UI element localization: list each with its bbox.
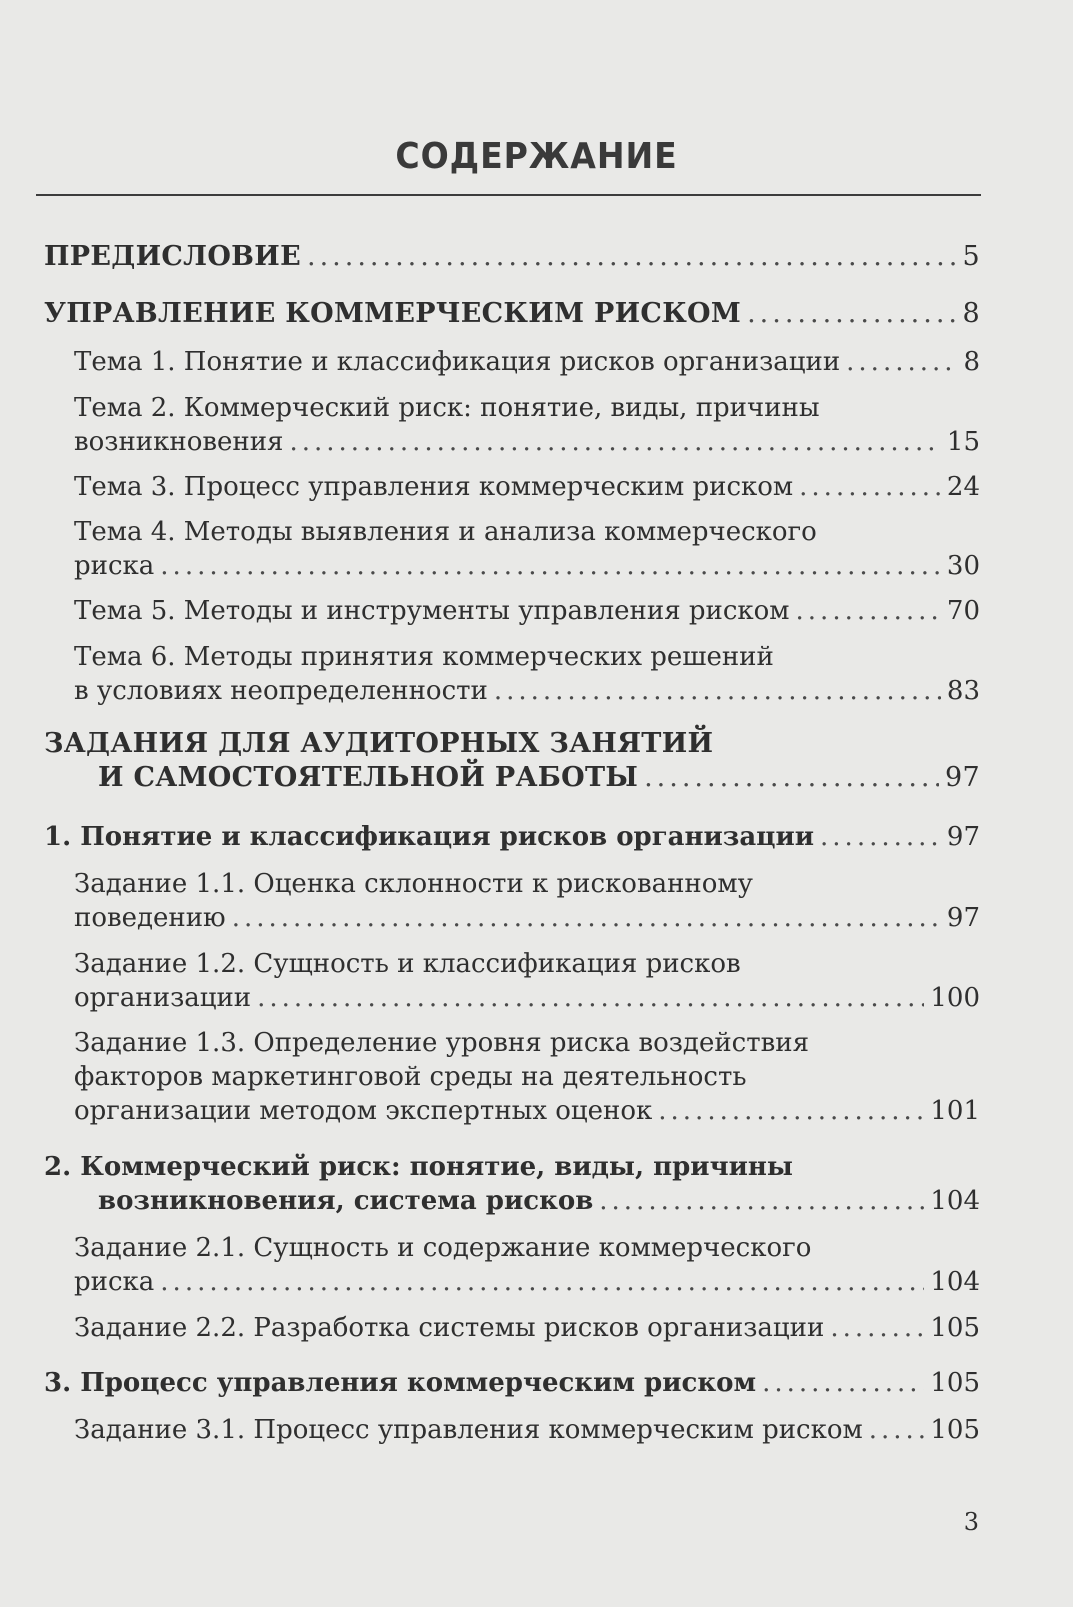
entry-page: 83 — [946, 676, 980, 706]
entry-page: 30 — [946, 551, 980, 581]
entry-title: 3. Процесс управления коммерческим риском — [44, 1368, 757, 1398]
toc-entry-chapter[interactable] — [44, 1366, 980, 1400]
toc-entry-topic[interactable] — [74, 515, 980, 583]
entry-title-cont: организации — [74, 983, 252, 1013]
entry-title: 2. Коммерческий риск: понятие, виды, причины — [44, 1152, 793, 1182]
toc-entry-task[interactable] — [74, 1026, 980, 1128]
entry-title-cont: И САМОСТОЯТЕЛЬНОЙ РАБОТЫ — [98, 762, 639, 793]
entry-title: Тема 6. Методы принятия коммерческих решений — [74, 642, 774, 672]
entry-title: Тема 3. Процесс управления коммерческим риском — [74, 472, 794, 502]
entry-title-cont: организации методом экспертных оценок — [74, 1096, 653, 1126]
toc-entry-task[interactable] — [74, 867, 980, 935]
leader-dots — [494, 674, 941, 708]
entry-page: 100 — [930, 983, 980, 1013]
entry-title-cont: возникновения — [74, 427, 284, 457]
entry-title: Задание 1.1. Оценка склонности к рискованному — [74, 869, 753, 899]
leader-dots — [232, 901, 941, 935]
entry-title: Задание 2.1. Сущность и содержание коммерческого — [74, 1233, 812, 1263]
toc-entry-task[interactable] — [74, 947, 980, 1015]
toc-entry-section[interactable] — [44, 727, 980, 795]
entry-page: 104 — [930, 1267, 980, 1297]
entry-title: Задание 1.3. Определение уровня риска воздействия — [74, 1028, 809, 1058]
toc-entry-topic[interactable] — [74, 470, 980, 504]
entry-title: ПРЕДИСЛОВИЕ — [44, 241, 301, 272]
entry-title-cont: факторов маркетинговой среды на деятельность — [74, 1062, 747, 1092]
toc-entry-topic[interactable] — [74, 594, 980, 628]
entry-title-cont: в условиях неопределенности — [74, 676, 488, 706]
entry-page: 105 — [930, 1313, 980, 1343]
entry-page: 15 — [946, 427, 980, 457]
toc-entry-section[interactable] — [44, 297, 980, 331]
leader-dots — [869, 1413, 925, 1447]
entry-page: 105 — [930, 1368, 980, 1398]
toc-entry-task[interactable] — [74, 1231, 980, 1299]
entry-title: Задание 1.2. Сущность и классификация рисков — [74, 949, 741, 979]
toc-entry-preface[interactable] — [44, 240, 980, 274]
entry-title: УПРАВЛЕНИЕ КОММЕРЧЕСКИМ РИСКОМ — [44, 298, 742, 329]
entry-page: 97 — [946, 822, 980, 852]
leader-dots — [830, 1311, 924, 1345]
entry-title-cont: возникновения, система рисков — [98, 1186, 594, 1216]
entry-page: 104 — [930, 1186, 980, 1216]
entry-title-cont: риска — [74, 1267, 155, 1297]
entry-page: 101 — [930, 1096, 980, 1126]
entry-title: Тема 1. Понятие и классификация рисков организации — [74, 347, 841, 377]
leader-dots — [160, 549, 941, 583]
entry-page: 5 — [962, 241, 980, 272]
leader-dots — [307, 240, 957, 274]
leader-dots — [799, 470, 941, 504]
leader-dots — [257, 981, 924, 1015]
entry-title: Задание 3.1. Процесс управления коммерческим риском — [74, 1415, 863, 1445]
entry-title-cont: риска — [74, 551, 155, 581]
entry-title-cont: поведению — [74, 903, 226, 933]
entry-title: 1. Понятие и классификация рисков организации — [44, 822, 815, 852]
entry-title: Тема 5. Методы и инструменты управления риском — [74, 596, 790, 626]
toc-entry-chapter[interactable] — [44, 820, 980, 854]
entry-page: 97 — [945, 762, 980, 793]
entry-title: Тема 4. Методы выявления и анализа коммерческого — [74, 517, 817, 547]
leader-dots — [820, 820, 941, 854]
entry-title: ЗАДАНИЯ ДЛЯ АУДИТОРНЫХ ЗАНЯТИЙ — [44, 728, 714, 759]
leader-dots — [289, 425, 940, 459]
entry-page: 24 — [946, 472, 980, 502]
entry-page: 70 — [946, 596, 980, 626]
leader-dots — [599, 1184, 924, 1218]
entry-page: 105 — [930, 1415, 980, 1445]
toc-entry-topic[interactable] — [74, 640, 980, 708]
entry-title: Тема 2. Коммерческий риск: понятие, виды, причины — [74, 393, 820, 423]
leader-dots — [846, 345, 957, 379]
toc-entry-task[interactable] — [74, 1311, 980, 1345]
toc-entry-chapter[interactable] — [44, 1150, 980, 1218]
toc-entry-topic[interactable] — [74, 345, 980, 379]
leader-dots — [644, 761, 939, 795]
leader-dots — [658, 1094, 924, 1128]
leader-dots — [796, 594, 941, 628]
leader-dots — [160, 1265, 924, 1299]
entry-page: 8 — [963, 347, 980, 377]
page-number: 3 — [963, 1508, 979, 1536]
toc-entry-task[interactable] — [74, 1413, 980, 1447]
entry-page: 8 — [962, 298, 980, 329]
leader-dots — [762, 1366, 924, 1400]
leader-dots — [747, 297, 956, 331]
page-title: СОДЕРЖАНИЕ — [395, 136, 678, 177]
toc-entry-topic[interactable] — [74, 391, 980, 459]
entry-page: 97 — [946, 903, 980, 933]
entry-title: Задание 2.2. Разработка системы рисков организации — [74, 1313, 825, 1343]
title-rule — [36, 194, 981, 196]
